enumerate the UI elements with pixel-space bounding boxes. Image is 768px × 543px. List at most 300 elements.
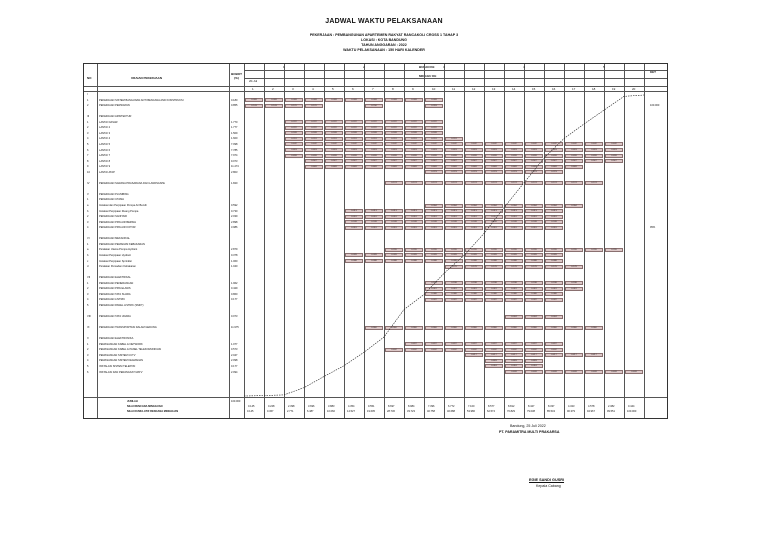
schedule-bar-cell: 0.361 (425, 226, 443, 230)
schedule-bar-cell: 0.669 (405, 165, 423, 169)
schedule-bar-cell: 0.402 (485, 348, 503, 352)
schedule-bar-cell: 0.222 (425, 120, 443, 124)
schedule-bar-cell: 0.061 (445, 287, 463, 291)
row-number: 4 (87, 359, 89, 363)
schedule-bar-cell: 0.178 (525, 265, 543, 269)
row-label: PEKERJAAN TATA UDARA (99, 315, 131, 318)
signer-title: Kepala Cabang (536, 484, 561, 488)
week-number: 20 (632, 86, 636, 91)
schedule-bar-cell: 0.226 (405, 248, 423, 252)
schedule-bar-cell: 0.226 (565, 248, 583, 252)
schedule-bar-cell: 0.222 (325, 120, 343, 124)
weekly-value: 0.444 (628, 405, 635, 408)
schedule-bar-cell: 0.198 (465, 281, 483, 285)
schedule-bar-cell: 0.499 (465, 154, 483, 158)
schedule-bar-cell: 0.222 (285, 126, 303, 130)
row-label: PEMASANGAN KABEL & PANEL TELEKOMUNIKASI (99, 348, 162, 352)
schedule-bar-cell: 0.009 (405, 98, 423, 102)
row-number: 1 (87, 281, 89, 285)
schedule-bar-cell: 0.499 (585, 154, 603, 158)
schedule-bar-cell: 0.098 (385, 259, 403, 263)
week-number: 17 (572, 86, 576, 91)
schedule-bar-cell: 0.417 (485, 353, 503, 357)
schedule-bar-cell: 0.018 (525, 364, 543, 368)
schedule-bar-cell: 0.960 (485, 326, 503, 330)
row-number: a (87, 204, 89, 207)
schedule-bar-cell: 0.409 (525, 370, 543, 374)
week-number: 10 (432, 86, 436, 91)
schedule-bar-cell: 0.013 (425, 209, 443, 213)
schedule-bar-cell: 0.567 (305, 159, 323, 163)
schedule-bar-cell: 0.086 (425, 292, 443, 296)
schedule-bar-cell: 0.170 (285, 104, 303, 108)
schedule-bar-cell: 0.497 (405, 342, 423, 346)
cumulative-value: 28.736 (387, 410, 395, 413)
schedule-bar-cell: 0.051 (545, 215, 563, 219)
row-number: IV (87, 181, 90, 185)
row-bobot: 0.177 (231, 298, 238, 302)
schedule-bar-cell: 0.402 (445, 348, 463, 352)
ket-note: 95% (650, 226, 656, 230)
schedule-bar-cell: 0.222 (305, 126, 323, 130)
schedule-bar-cell: 0.499 (385, 154, 403, 158)
schedule-bar-cell: 0.463 (465, 148, 483, 152)
schedule-bar-cell: 0.384 (445, 204, 463, 208)
schedule-bar-cell: 0.683 (505, 359, 523, 363)
schedule-bar-cell: 0.497 (525, 342, 543, 346)
schedule-bar-cell: 0.361 (365, 226, 383, 230)
schedule-bar-cell: 0.222 (385, 120, 403, 124)
week-number: 2 (272, 86, 274, 91)
schedule-bar-cell: 0.198 (545, 281, 563, 285)
schedule-bar-cell: 0.189 (425, 131, 443, 135)
month-number: 2 (363, 65, 365, 69)
schedule-bar-cell: 0.009 (365, 98, 383, 102)
cumulative-value: 0.367 (267, 410, 274, 413)
schedule-bar-cell: 0.669 (345, 165, 363, 169)
row-number: 6 (87, 148, 89, 152)
schedule-bar-cell: 0.028 (525, 253, 543, 257)
schedule-bar-cell: 0.061 (565, 287, 583, 291)
schedule-bar-cell: 0.960 (385, 326, 403, 330)
row-label: PEMASANGAN SISTEM CCTV (99, 353, 136, 357)
row-number: b (87, 209, 89, 213)
schedule-bar-cell: 0.669 (545, 165, 563, 169)
schedule-bar-cell: 0.463 (365, 148, 383, 152)
row-label: PEKERJAAN MEKANIKAL (99, 237, 130, 241)
row-bobot: 0.592 (231, 204, 238, 207)
schedule-bar-cell: 0.098 (405, 259, 423, 263)
schedule-bar-cell: 0.463 (545, 148, 563, 152)
row-label: PEKERJAAN ELEKTRIKAL (99, 276, 131, 280)
s-curve (84, 64, 667, 418)
schedule-bar-cell: 0.361 (525, 226, 543, 230)
schedule-bar-cell: 0.567 (345, 159, 363, 163)
schedule-bar-cell: 0.009 (345, 98, 363, 102)
signer-name: EGIE SANDI GUSRI (529, 478, 565, 482)
schedule-bar-cell: 0.201 (365, 137, 383, 141)
schedule-bar-cell: 0.463 (565, 148, 583, 152)
schedule-bar-cell: 0.086 (505, 292, 523, 296)
schedule-bar-cell: 0.178 (565, 265, 583, 269)
schedule-table (83, 63, 668, 419)
row-number: III (87, 115, 90, 119)
schedule-bar-cell: 0.226 (485, 248, 503, 252)
schedule-bar-cell: 0.098 (465, 259, 483, 263)
row-number: 2 (87, 215, 89, 219)
schedule-bar-cell: 0.226 (445, 248, 463, 252)
schedule-bar-cell: 0.198 (565, 281, 583, 285)
schedule-bar-cell: 0.028 (445, 253, 463, 257)
schedule-bar-cell: 0.222 (305, 120, 323, 124)
schedule-bar-cell: 0.442 (605, 142, 623, 146)
schedule-bar-cell: 0.249 (485, 220, 503, 224)
schedule-bar-cell: 0.022 (425, 298, 443, 302)
row-label: PEKERJAAN ELEKTRONIKA (99, 337, 134, 341)
row-number: 1 (87, 342, 89, 346)
row-label: LANTAI 5 (99, 142, 111, 146)
cumulative-value: 70.829 (507, 410, 515, 413)
row-bobot: 3.986 (231, 226, 238, 230)
schedule-bar-cell: 0.567 (485, 159, 503, 163)
schedule-bar-cell: 0.086 (525, 292, 543, 296)
row-label: PEKERJAAN LISTRIK (99, 298, 125, 302)
row-label: Instalasi Perpipaan Hydrant (99, 253, 131, 257)
row-bobot: 2.803 (231, 170, 238, 174)
weekly-value: 3.883 (328, 405, 335, 408)
schedule-bar-cell: 0.051 (385, 215, 403, 219)
row-label: PEMASANGAN KABEL & NETWORK (99, 342, 143, 346)
row-label: LANTAI 6 (99, 148, 111, 152)
row-label: PEKERJAAN PANEL LISTRIK (SMKT) (99, 303, 144, 307)
schedule-bar-cell: 0.174 (405, 181, 423, 185)
row-bobot: 1.077 (231, 342, 238, 346)
schedule-bar-cell: 0.402 (525, 348, 543, 352)
cumulative-value: 94.967 (587, 410, 595, 413)
row-label: PEKERJAAN TRANSPORTASI DALAM GEDUNG (99, 326, 157, 330)
schedule-bar-cell: 0.442 (565, 142, 583, 146)
schedule-bar-cell: 0.442 (585, 142, 603, 146)
schedule-bar-cell: 0.174 (565, 181, 583, 185)
company-name: PT. PARAMITRA MULTI PRAKARSA (499, 430, 560, 434)
schedule-bar-cell: 0.567 (365, 159, 383, 163)
row-label: LANTAI DASAR (99, 120, 118, 124)
schedule-bar-cell: 0.402 (405, 348, 423, 352)
week-number: 8 (392, 86, 394, 91)
schedule-bar-cell: 0.226 (425, 248, 443, 252)
month-number: 3 (443, 65, 445, 69)
schedule-bar-cell: 0.051 (405, 215, 423, 219)
cumulative-value: 0.145 (247, 410, 254, 413)
schedule-bar-cell: 0.098 (345, 259, 363, 263)
schedule-bar-cell: 0.463 (425, 148, 443, 152)
schedule-bar-cell: 0.022 (445, 298, 463, 302)
schedule-bar-cell: 0.174 (485, 181, 503, 185)
schedule-bar-cell: 0.222 (285, 120, 303, 124)
row-bobot: 1.060 (231, 259, 238, 263)
schedule-bar-cell: 0.198 (505, 281, 523, 285)
row-label: LANTAI 7 (99, 154, 111, 158)
schedule-bar-cell: 0.442 (345, 142, 363, 146)
schedule-bar-cell: 0.249 (465, 220, 483, 224)
cumulative-value: 19.605 (367, 410, 375, 413)
schedule-bar-cell: 0.178 (545, 265, 563, 269)
cumulative-value: 14.527 (347, 410, 355, 413)
weekly-value: 4.354 (348, 405, 355, 408)
schedule-bar-cell: 0.567 (525, 159, 543, 163)
schedule-bar-cell: 0.189 (365, 131, 383, 135)
schedule-bar-cell: 0.417 (505, 353, 523, 357)
schedule-bar-cell: 0.223 (445, 170, 463, 174)
schedule-bar-cell: 0.960 (405, 326, 423, 330)
row-bobot: 7.785 (231, 148, 238, 152)
schedule-bar-cell: 0.409 (565, 370, 583, 374)
schedule-bar-cell: 0.022 (485, 298, 503, 302)
row-bobot: 2.047 (231, 353, 238, 357)
row-number: VIII (87, 315, 91, 318)
week-number: 1 (252, 86, 254, 91)
weekly-value: 4.578 (588, 405, 595, 408)
schedule-bar-cell: 0.174 (445, 181, 463, 185)
weekly-value: 9.551 (368, 405, 375, 408)
column-header-no: NO (87, 76, 92, 80)
schedule-bar-cell: 0.567 (545, 159, 563, 163)
row-bobot: 1.820 (231, 181, 238, 185)
schedule-bar-cell: 0.499 (325, 154, 343, 158)
row-number: 2 (87, 348, 89, 352)
schedule-bar-cell: 0.567 (445, 159, 463, 163)
cumulative-value: 99.551 (607, 410, 615, 413)
schedule-bar-cell: 0.463 (485, 148, 503, 152)
schedule-bar-cell: 0.960 (365, 326, 383, 330)
schedule-bar-cell: 0.013 (545, 209, 563, 213)
schedule-bar-cell: 0.960 (565, 326, 583, 330)
schedule-bar-cell: 0.018 (505, 364, 523, 368)
row-number: a (87, 248, 89, 252)
schedule-bar-cell: 0.669 (485, 165, 503, 169)
schedule-bar-cell: 0.028 (545, 253, 563, 257)
schedule-bar-cell: 0.009 (305, 98, 323, 102)
weekly-value: 8.697 (388, 405, 395, 408)
schedule-bar-cell: 0.409 (625, 370, 643, 374)
schedule-bar-cell: 0.013 (445, 209, 463, 213)
row-number: 1 (87, 242, 89, 246)
schedule-bar-cell: 0.009 (325, 98, 343, 102)
schedule-bar-cell: 0.249 (445, 220, 463, 224)
schedule-bar-cell: 0.567 (465, 159, 483, 163)
schedule-bar-cell: 0.018 (485, 364, 503, 368)
schedule-bar-cell: 0.402 (425, 348, 443, 352)
schedule-bar-cell: 0.499 (485, 154, 503, 158)
row-number: I (87, 93, 88, 96)
row-number: 2 (87, 104, 89, 108)
row-label: Instalasi dan Perpipaan Pompa Air Bersih (99, 204, 147, 207)
schedule-bar-cell: 0.198 (445, 281, 463, 285)
weekly-value: 2.398 (288, 405, 295, 408)
row-number: 9 (87, 165, 89, 169)
schedule-bar-cell: 0.442 (485, 142, 503, 146)
row-number: IX (87, 326, 90, 330)
row-bobot: 7.098 (231, 142, 238, 146)
schedule-bar-cell: 0.222 (405, 126, 423, 130)
schedule-bar-cell: 0.361 (465, 226, 483, 230)
schedule-bar-cell: 0.463 (345, 148, 363, 152)
schedule-bar-cell: 0.086 (545, 292, 563, 296)
row-bobot: 1.509 (231, 131, 238, 135)
schedule-bar-cell: 0.463 (405, 148, 423, 152)
schedule-bar-cell: 0.497 (505, 342, 523, 346)
schedule-bar-cell: 0.174 (545, 181, 563, 185)
schedule-bar-cell: 0.567 (385, 159, 403, 163)
row-label: LANTAI 8 (99, 159, 111, 163)
weekly-value: 6.772 (448, 405, 455, 408)
row-bobot: 0.573 (231, 348, 238, 352)
schedule-bar-cell: 0.249 (385, 220, 403, 224)
schedule-bar-cell: 0.022 (545, 298, 563, 302)
schedule-bar-cell: 0.098 (365, 259, 383, 263)
summary-jumlah-label: JUMLAH (127, 400, 138, 403)
schedule-bar-cell: 0.013 (405, 209, 423, 213)
cumulative-value: 6.487 (307, 410, 314, 413)
schedule-bar-cell: 0.499 (405, 154, 423, 158)
schedule-bar-cell: 0.189 (325, 131, 343, 135)
schedule-bar-cell: 0.013 (385, 209, 403, 213)
summary-bobot-total: 100.000 (231, 400, 241, 403)
week-number: 4 (312, 86, 314, 91)
weekly-value: 7.100 (468, 405, 475, 408)
schedule-bar-cell: 0.499 (445, 154, 463, 158)
schedule-bar-cell: 0.567 (585, 159, 603, 163)
row-number: X (87, 337, 89, 341)
schedule-bar-cell: 0.361 (445, 226, 463, 230)
row-number: VI (87, 237, 90, 241)
row-number: 4 (87, 137, 89, 141)
week-number: 5 (332, 86, 334, 91)
schedule-bar-cell: 0.669 (565, 165, 583, 169)
schedule-bar-cell: 0.417 (465, 353, 483, 357)
schedule-bar-cell: 0.249 (425, 220, 443, 224)
schedule-bar-cell: 0.960 (505, 326, 523, 330)
row-bobot: 1.962 (231, 281, 238, 285)
row-label: PEKERJAAN PERSIAPAN (99, 104, 130, 108)
schedule-bar-cell: 0.249 (345, 220, 363, 224)
row-bobot: 1.600 (231, 137, 238, 141)
schedule-bar-cell: 0.189 (345, 131, 363, 135)
schedule-bar-cell: 0.442 (385, 142, 403, 146)
schedule-bar-cell: 0.669 (365, 165, 383, 169)
schedule-bar-cell: 0.028 (345, 253, 363, 257)
row-number: 1 (87, 120, 89, 124)
schedule-bar-cell: 0.201 (345, 137, 363, 141)
row-label: LANTAI 9 (99, 165, 111, 169)
row-number: 3 (87, 220, 89, 224)
schedule-bar-cell: 0.226 (525, 248, 543, 252)
schedule-bar-cell: 0.028 (365, 253, 383, 257)
row-number: 6 (87, 370, 89, 374)
s-curve-line (244, 95, 644, 396)
schedule-bar-cell: 0.098 (425, 259, 443, 263)
schedule-bar-cell: 0.402 (505, 348, 523, 352)
row-label: PEKERJAAN SANITAIR (99, 215, 127, 219)
schedule-bar-cell: 0.960 (525, 326, 543, 330)
schedule-bar-cell: 0.499 (425, 154, 443, 158)
row-label: PEKERJAAN PENERANGAN (99, 281, 134, 285)
schedule-bar-cell: 0.098 (545, 259, 563, 263)
summary-kumulatif-label: NILAI KUMULATIF RENCANA MINGGUAN (127, 410, 179, 413)
weekly-value: 0.228 (268, 405, 275, 408)
header-line-project: PEKERJAAN : PEMBANGUNAN APARTEMEN RAKYAT RANCAKOLI CROSS 1 TAHAP 3 (309, 33, 459, 37)
schedule-bar-cell: 0.028 (465, 253, 483, 257)
schedule-bar-cell: 0.201 (405, 137, 423, 141)
row-label: Peralatan Utama Pompa Hydrant (99, 248, 138, 252)
summary-rencana-label: NILAI RENCANA MINGGUAN (127, 405, 163, 408)
row-bobot: 0.180 (231, 98, 238, 102)
schedule-bar-cell: 0.683 (525, 359, 543, 363)
month-number: 1 (283, 65, 285, 69)
row-number: V (87, 192, 89, 196)
schedule-bar-cell: 0.174 (385, 181, 403, 185)
schedule-bar-cell: 0.442 (405, 142, 423, 146)
schedule-bar-cell: 0.442 (285, 142, 303, 146)
schedule-bar-cell: 0.442 (425, 142, 443, 146)
schedule-bar-cell: 0.249 (525, 220, 543, 224)
schedule-bar-cell: 0.051 (365, 215, 383, 219)
row-number: 3 (87, 292, 89, 296)
schedule-bar-cell: 0.442 (305, 142, 323, 146)
week-number: 14 (512, 86, 516, 91)
row-bobot: 2.039 (231, 215, 238, 219)
schedule-bar-cell: 0.442 (545, 142, 563, 146)
schedule-bar-cell: 0.051 (525, 215, 543, 219)
row-number: d (87, 265, 89, 269)
row-number: 2 (87, 287, 89, 291)
schedule-bar-cell: 0.384 (565, 204, 583, 208)
schedule-bar-cell: 0.222 (365, 120, 383, 124)
row-bobot: 1.777 (231, 126, 238, 130)
schedule-bar-cell: 0.463 (505, 148, 523, 152)
week-number: 6 (352, 86, 354, 91)
week-number: 19 (612, 86, 616, 91)
schedule-bar-cell: 0.189 (405, 131, 423, 135)
schedule-bar-cell: 0.174 (585, 181, 603, 185)
schedule-bar-cell: 0.086 (485, 292, 503, 296)
week-number: 18 (592, 86, 596, 91)
schedule-bar-cell: 0.009 (285, 98, 303, 102)
schedule-bar-cell: 0.384 (545, 204, 563, 208)
schedule-bar-cell: 0.028 (425, 253, 443, 257)
row-number: 8 (87, 159, 89, 163)
row-label: PEKERJAAN PIPA AIR BERSIH (99, 220, 136, 224)
schedule-bar-cell: 0.098 (525, 259, 543, 263)
row-number: 4 (87, 226, 89, 230)
schedule-bar-cell: 0.024 (525, 315, 543, 319)
row-label: PEKERJAAN UTAMA (99, 198, 125, 202)
schedule-bar-cell: 0.028 (505, 253, 523, 257)
schedule-bar-cell: 0.497 (445, 342, 463, 346)
schedule-bar-cell: 0.499 (525, 154, 543, 158)
row-label: Instalasi Perpipaan Ruang Pompa (99, 209, 139, 213)
schedule-bar-cell: 0.189 (305, 131, 323, 135)
week-number: 3 (292, 86, 294, 91)
schedule-bar-cell: 0.499 (345, 154, 363, 158)
schedule-bar-cell: 0.463 (445, 148, 463, 152)
row-label: PEKERJAAN PLUMBING (99, 192, 129, 196)
row-bobot: 0.073 (231, 315, 238, 318)
row-number: 10 (87, 170, 90, 174)
schedule-bar-cell: 0.683 (485, 359, 503, 363)
row-label: PEKERJAAN PIPA ELANIS (99, 287, 131, 291)
schedule-bar-cell: 0.567 (565, 159, 583, 163)
